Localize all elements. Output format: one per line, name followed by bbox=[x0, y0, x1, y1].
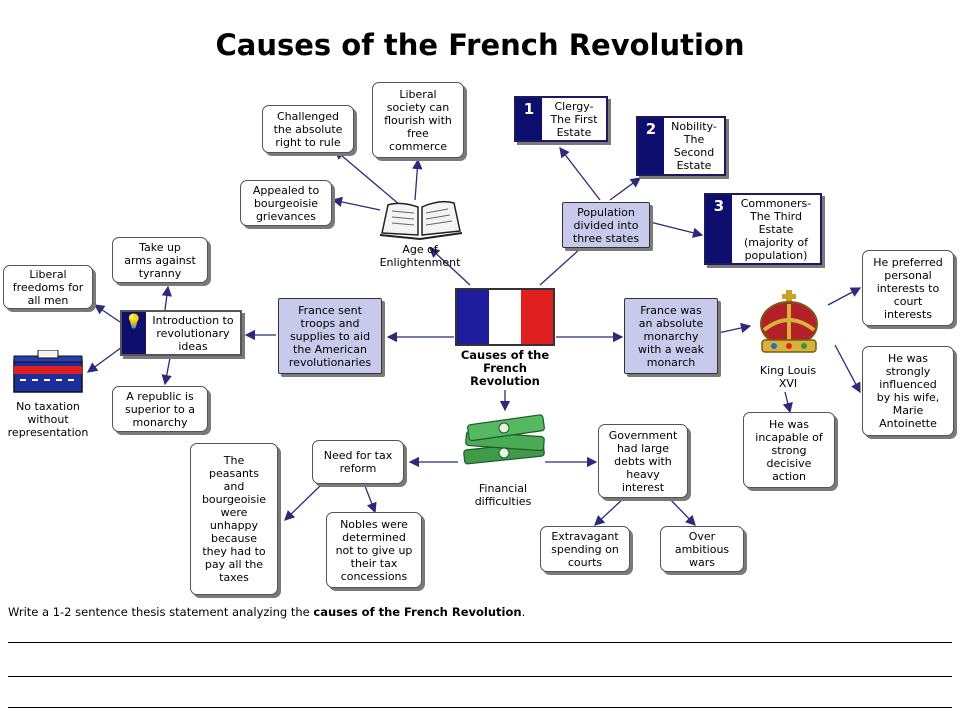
intro-revolutionary-box: 💡 Introduction to revolutionary ideas bbox=[120, 310, 242, 356]
money-stack-icon bbox=[460, 412, 548, 470]
extravagant-spending-box: Extravagant spending on courts bbox=[540, 526, 630, 572]
crown-icon bbox=[754, 290, 824, 360]
answer-line-1[interactable] bbox=[8, 642, 952, 643]
first-estate-box: 1 Clergy- The First Estate bbox=[514, 96, 608, 142]
open-book-icon bbox=[378, 197, 464, 241]
third-estate-box: 3 Commoners- The Third Estate (majority of population) bbox=[704, 193, 822, 265]
peasants-box: The peasants and bourgeoisie were unhappy because they had to pay all the taxes bbox=[190, 443, 278, 595]
preferred-interests-box: He preferred personal interests to court interests bbox=[862, 250, 954, 326]
king-louis-label: King Louis XVI bbox=[759, 364, 817, 390]
no-taxation-label: No taxation without representation bbox=[7, 400, 89, 439]
page-title: Causes of the French Revolution bbox=[215, 28, 745, 62]
french-flag-icon bbox=[455, 288, 555, 346]
over-ambitious-box: Over ambitious wars bbox=[660, 526, 744, 572]
appealed-box: Appealed to bourgeoisie grievances bbox=[240, 180, 332, 226]
answer-line-2[interactable] bbox=[8, 676, 952, 677]
liberal-freedoms-box: Liberal freedoms for all men bbox=[3, 265, 93, 309]
answer-line-3[interactable] bbox=[8, 707, 952, 708]
liberal-society-box: Liberal society can flourish with free commerce bbox=[372, 82, 464, 158]
financial-label: Financial difficulties bbox=[474, 482, 532, 508]
incapable-box: He was incapable of strong decisive action bbox=[743, 412, 835, 488]
influenced-wife-box: He was strongly influenced by his wife, Marie Antoinette bbox=[862, 346, 954, 436]
challenged-box: Challenged the absolute right to rule bbox=[262, 105, 354, 153]
need-tax-reform-box: Need for tax reform bbox=[312, 440, 404, 484]
thesis-prompt: Write a 1-2 sentence thesis statement analyzing the causes of the French Revolution. bbox=[8, 605, 526, 619]
enlightenment-label: Age of Enlightenment bbox=[379, 243, 461, 269]
lightbulb-icon: 💡 bbox=[122, 312, 146, 354]
ballot-box-icon bbox=[10, 350, 86, 396]
government-debts-box: Government had large debts with heavy interest bbox=[598, 424, 688, 498]
republic-box: A republic is superior to a monarchy bbox=[112, 386, 208, 432]
absolute-monarchy-box: France was an absolute monarchy with a weak monarch bbox=[624, 298, 718, 374]
center-label: Causes of the French Revolution bbox=[460, 348, 550, 388]
second-estate-box: 2 Nobility- The Second Estate bbox=[636, 116, 726, 176]
population-box: Population divided into three states bbox=[562, 202, 650, 248]
take-up-arms-box: Take up arms against tyranny bbox=[112, 237, 208, 283]
france-sent-box: France sent troops and supplies to aid the American revolutionaries bbox=[278, 298, 382, 374]
nobles-box: Nobles were determined not to give up their tax concessions bbox=[326, 512, 422, 588]
